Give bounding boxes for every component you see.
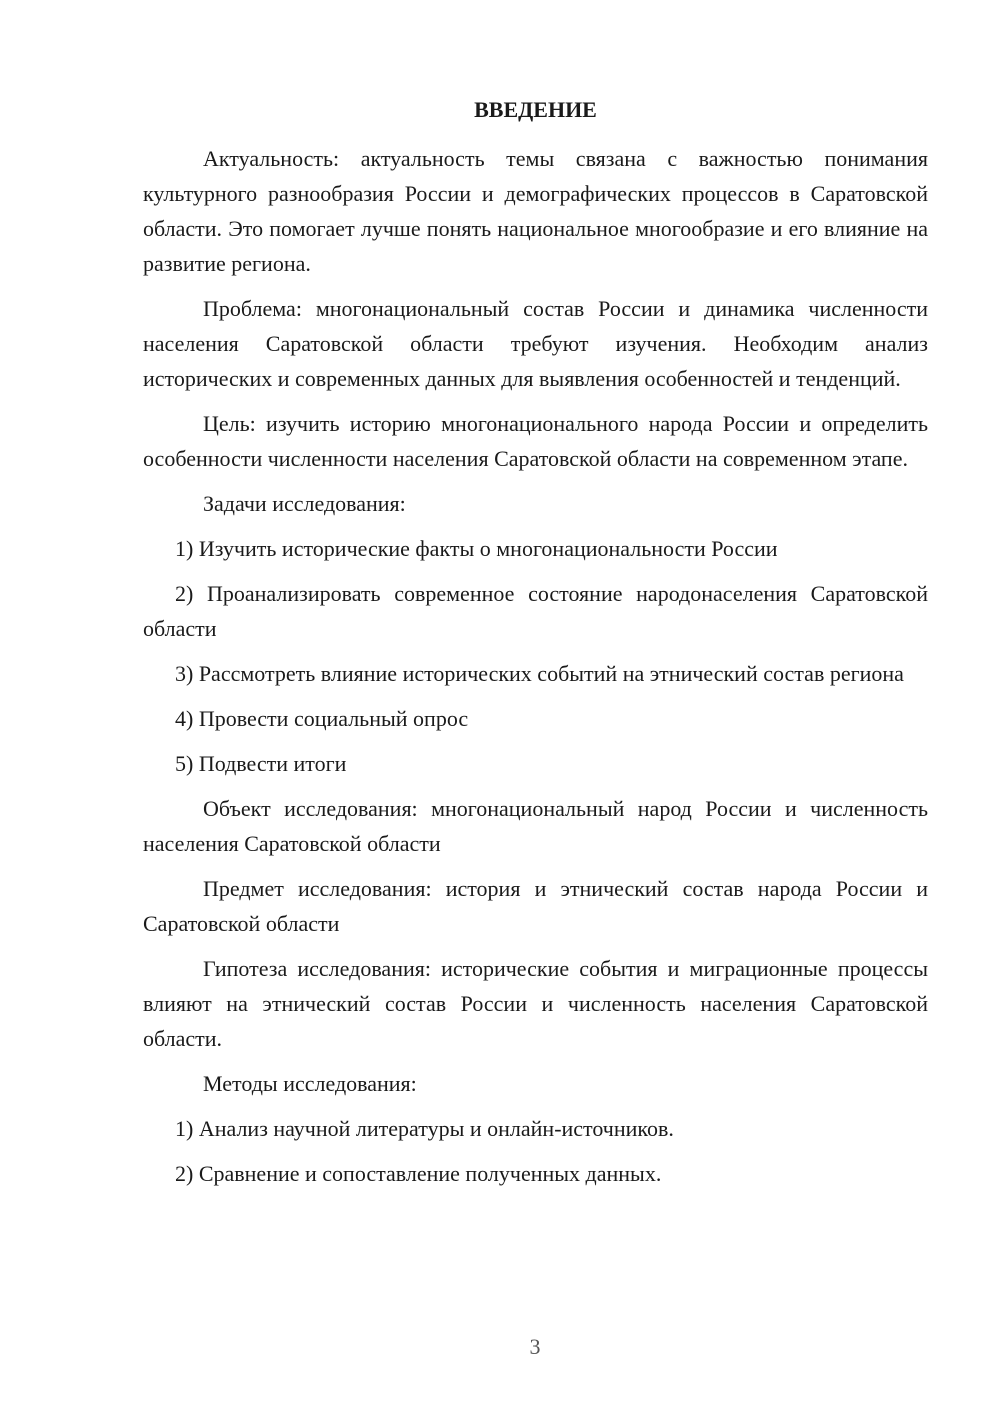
- goal-paragraph: Цель: изучить историю многонационального народа России и определить особенности численности населения Саратовской области на современном этапе.: [143, 411, 928, 471]
- methods-heading: Методы исследования:: [203, 1071, 417, 1096]
- object-paragraph: Объект исследования: многонациональный народ России и численность населения Саратовской области: [143, 796, 928, 856]
- document-page: [143, 92, 928, 1201]
- method-item: 1) Анализ научной литературы и онлайн-источников.: [175, 1116, 674, 1141]
- subject-paragraph: Предмет исследования: история и этнический состав народа России и Саратовской области: [143, 876, 928, 936]
- task-item: 1) Изучить исторические факты о многонациональности России: [175, 536, 778, 561]
- problem-paragraph: Проблема: многонациональный состав России и динамика численности населения Саратовской области требуют изучения. Необходим анализ исторических и современных данных для выявления особенностей и тенденций.: [143, 296, 928, 391]
- task-item: 5) Подвести итоги: [175, 751, 347, 776]
- task-item: 3) Рассмотреть влияние исторических событий на этнический состав региона: [175, 661, 904, 686]
- tasks-heading: Задачи исследования:: [203, 491, 406, 516]
- method-item: 2) Сравнение и сопоставление полученных данных.: [175, 1161, 662, 1186]
- page-number: 3: [529, 1334, 541, 1359]
- task-item: 4) Провести социальный опрос: [175, 706, 469, 731]
- relevance-paragraph: Актуальность: актуальность темы связана с важностью понимания культурного разнообразия России и демографических процессов в Саратовской области. Это помогает лучше понять национальное многообразие и его влияние на развитие региона.: [143, 146, 928, 276]
- section-title: ВВЕДЕНИЕ: [474, 97, 597, 122]
- hypothesis-paragraph: Гипотеза исследования: исторические события и миграционные процессы влияют на этнический состав России и численность населения Саратовской области.: [143, 956, 928, 1051]
- task-item: 2) Проанализировать современное состояние народонаселения Саратовской области: [143, 581, 928, 641]
